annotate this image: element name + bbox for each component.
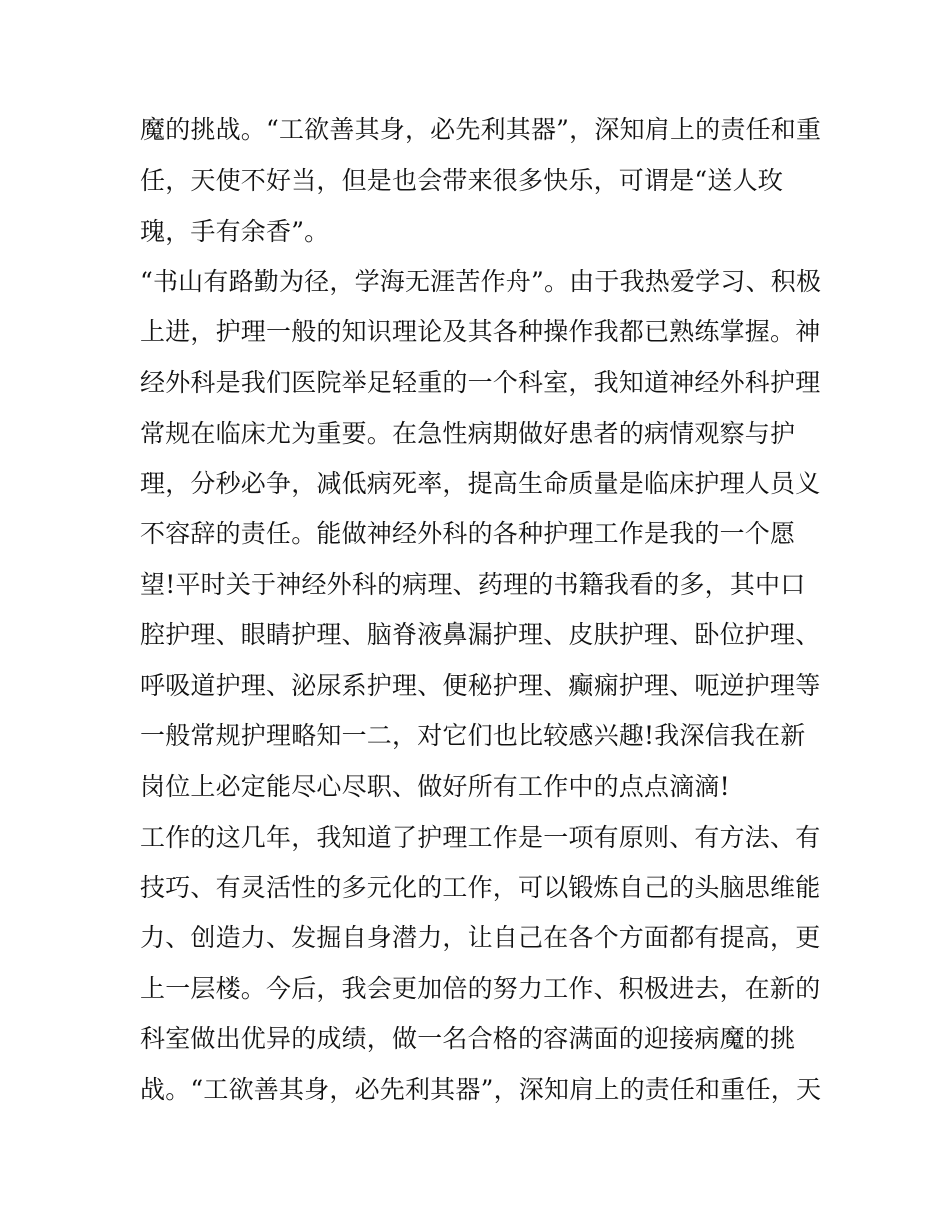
text-line: 岗位上必定能尽心尽职、做好所有工作中的点点滴滴! [140,772,730,801]
text-line: 理，分秒必争，减低病死率，提高生命质量是临床护理人员义 [140,469,821,498]
text-line: 技巧、有灵活性的多元化的工作，可以锻炼自己的头脑思维能 [140,873,821,902]
text-line: 战。“工欲善其身，必先利其器”，深知肩上的责任和重任，天 [140,1075,822,1104]
text-line: 一般常规护理略知一二，对它们也比较感兴趣!我深信我在新 [140,721,806,750]
text-line: 任，天使不好当，但是也会带来很多快乐，可谓是“送人玫 [140,166,783,195]
text-line: 工作的这几年，我知道了护理工作是一项有原则、有方法、有 [140,823,821,852]
text-line: 呼吸道护理、泌尿系护理、便秘护理、癫痫护理、呃逆护理等 [140,671,821,700]
text-line: 上进，护理一般的知识理论及其各种操作我都已熟练掌握。神 [140,317,821,346]
text-line: 瑰，手有余香”。 [140,217,330,246]
text-line: 经外科是我们医院举足轻重的一个科室，我知道神经外科护理 [140,368,821,397]
text-line: 望!平时关于神经外科的病理、药理的书籍我看的多，其中口 [140,570,806,599]
text-line: 不容辞的责任。能做神经外科的各种护理工作是我的一个愿 [140,519,796,548]
text-line: 科室做出优异的成绩，做一名合格的容满面的迎接病魔的挑 [140,1024,796,1053]
text-line: 上一层楼。今后，我会更加倍的努力工作、积极进去，在新的 [140,974,821,1003]
text-line: “书山有路勤为径，学海无涯苦作舟”。由于我热爱学习、积极 [140,267,822,296]
text-line: 魔的挑战。“工欲善其身，必先利其器”，深知肩上的责任和重 [140,115,822,144]
text-line: 腔护理、眼睛护理、脑脊液鼻漏护理、皮肤护理、卧位护理、 [140,620,821,649]
text-line: 常规在临床尤为重要。在急性病期做好患者的病情观察与护 [140,419,796,448]
text-line: 力、创造力、发掘自身潜力，让自己在各个方面都有提高，更 [140,923,821,952]
